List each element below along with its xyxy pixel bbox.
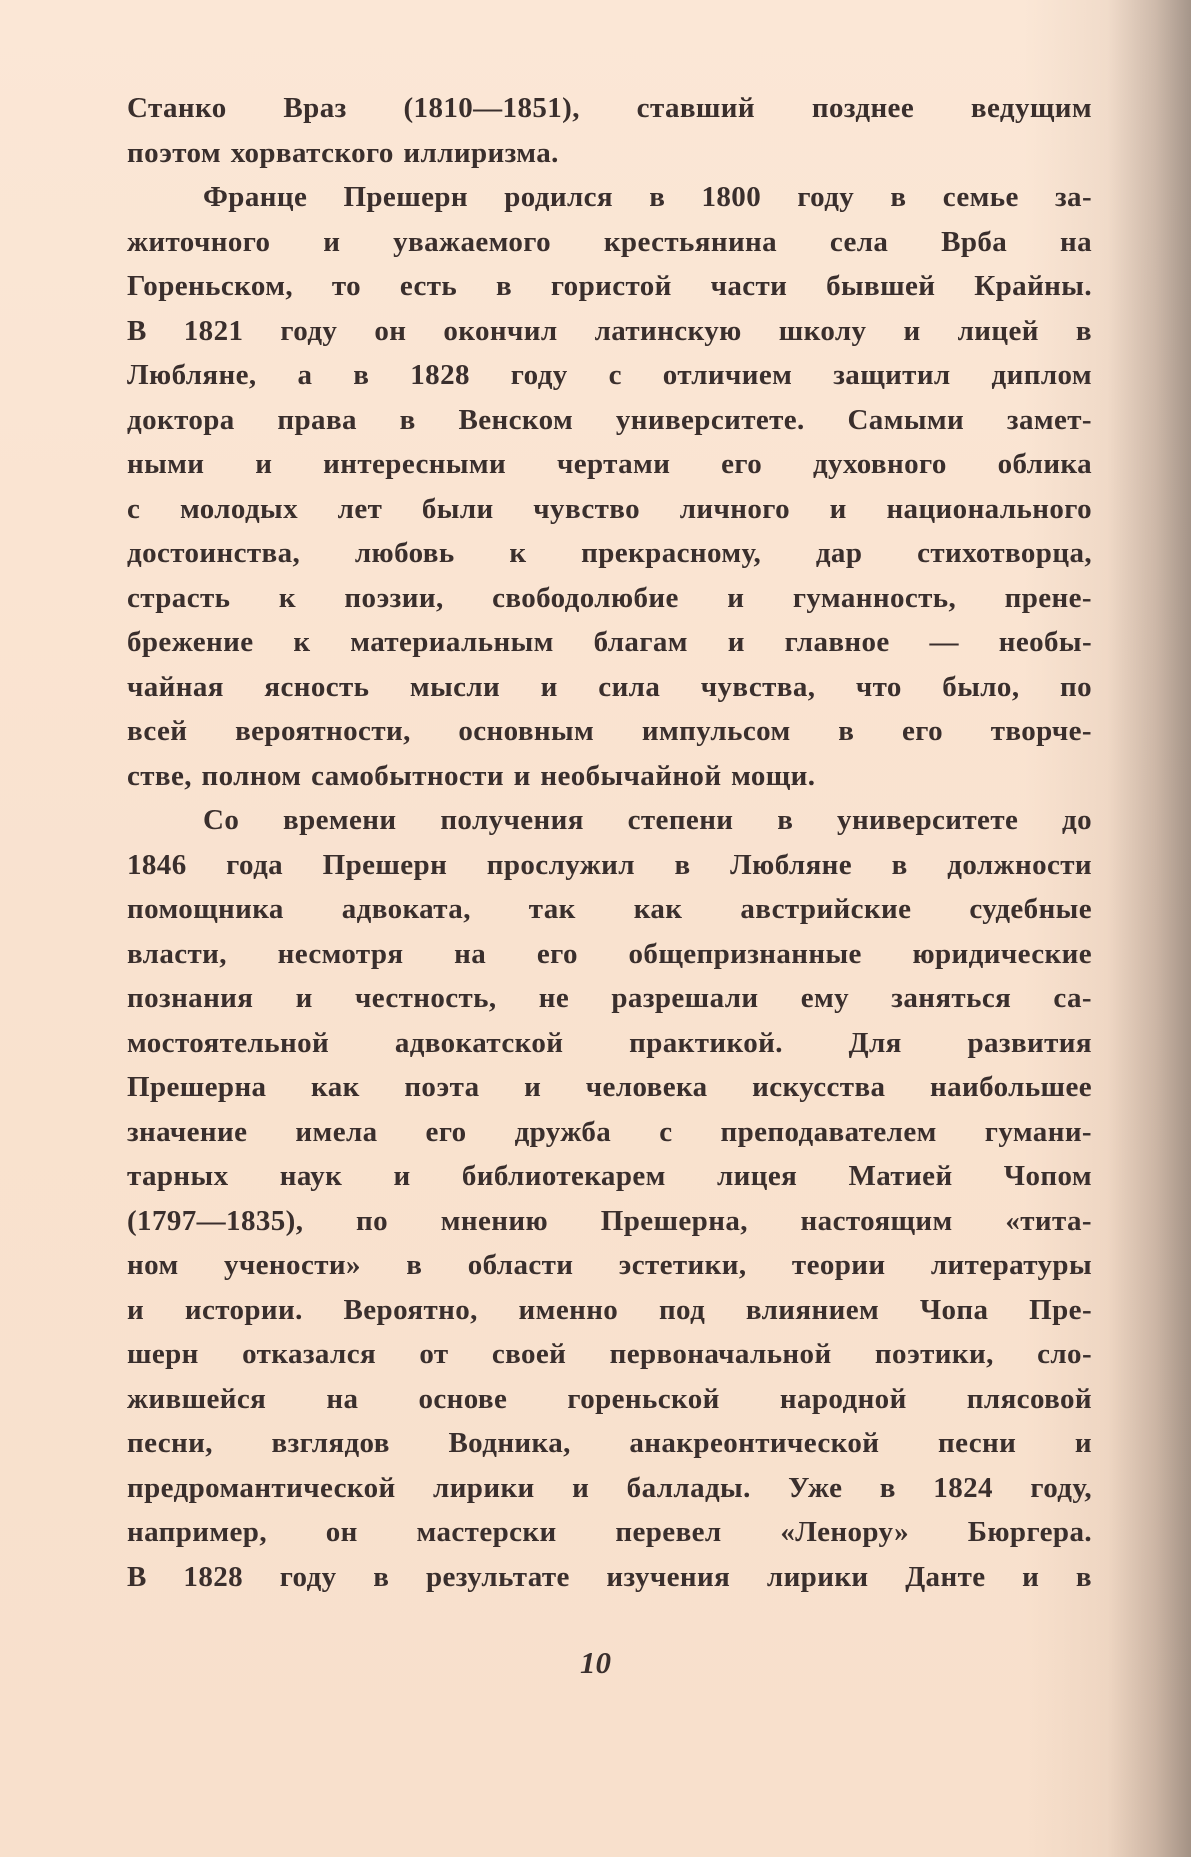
- text-line: страсть к поэзии, свободолюбие и гуманность, прене-: [127, 581, 1092, 614]
- text-line: доктора права в Венском университете. Самыми замет-: [127, 403, 1092, 436]
- text-line: и истории. Вероятно, именно под влиянием Чопа Пре-: [127, 1293, 1092, 1326]
- text-line: песни, взглядов Водника, анакреонтической песни и: [127, 1427, 1092, 1459]
- text-line: предромантической лирики и баллады. Уже в 1824 году,: [127, 1471, 1092, 1504]
- page-number: 10: [580, 1645, 611, 1680]
- text-line: познания и честность, не разрешали ему заняться са-: [127, 982, 1092, 1014]
- text-line: с молодых лет были чувство личного и национального: [127, 492, 1092, 525]
- text-line: например, он мастерски перевел «Ленору» Бюргера.: [127, 1516, 1092, 1548]
- text-line: Станко Враз (1810—1851), ставший позднее ведущим: [127, 92, 1092, 124]
- text-line: ными и интересными чертами его духовного облика: [127, 448, 1092, 480]
- text-line: В 1828 году в результате изучения лирики Данте и в: [127, 1560, 1092, 1593]
- text-line: тарных наук и библиотекарем лицея Матией Чопом: [127, 1160, 1092, 1192]
- text-line: чайная ясность мысли и сила чувства, что было, по: [127, 670, 1092, 703]
- text-line: 1846 года Прешерн прослужил в Любляне в должности: [127, 848, 1092, 881]
- text-line: власти, несмотря на его общепризнанные юридические: [127, 937, 1092, 970]
- text-line: мостоятельной адвокатской практикой. Для развития: [127, 1026, 1092, 1059]
- body-text: [127, 86, 1092, 1599]
- text-line: брежение к материальным благам и главное — необы-: [127, 626, 1092, 658]
- text-line: житочного и уважаемого крестьянина села Врба на: [127, 225, 1092, 258]
- text-line: поэтом хорватского иллиризма.: [127, 136, 559, 169]
- text-line: помощника адвоката, так как австрийские судебные: [127, 893, 1092, 925]
- text-line: Любляне, а в 1828 году с отличием защитил диплом: [127, 359, 1092, 391]
- text-line: стве, полном самобытности и необычайной мощи.: [127, 759, 816, 792]
- text-line: ном учености» в области эстетики, теории литературы: [127, 1249, 1092, 1281]
- text-line: шерн отказался от своей первоначальной поэтики, сло-: [127, 1338, 1092, 1370]
- text-line: (1797—1835), по мнению Прешерна, настоящим «тита-: [127, 1204, 1092, 1237]
- text-line: жившейся на основе гореньской народной плясовой: [127, 1382, 1092, 1415]
- text-line: В 1821 году он окончил латинскую школу и лицей в: [127, 314, 1092, 347]
- text-line: всей вероятности, основным импульсом в его творче-: [127, 715, 1092, 747]
- text-line: Со времени получения степени в университете до: [203, 804, 1092, 836]
- text-line: Гореньском, то есть в гористой части бывшей Крайны.: [127, 270, 1092, 302]
- text-line: Франце Прешерн родился в 1800 году в семье за-: [203, 181, 1092, 213]
- text-line: значение имела его дружба с преподавателем гумани-: [127, 1115, 1092, 1148]
- text-line: Прешерна как поэта и человека искусства наибольшее: [127, 1071, 1092, 1103]
- text-line: достоинства, любовь к прекрасному, дар стихотворца,: [127, 537, 1092, 569]
